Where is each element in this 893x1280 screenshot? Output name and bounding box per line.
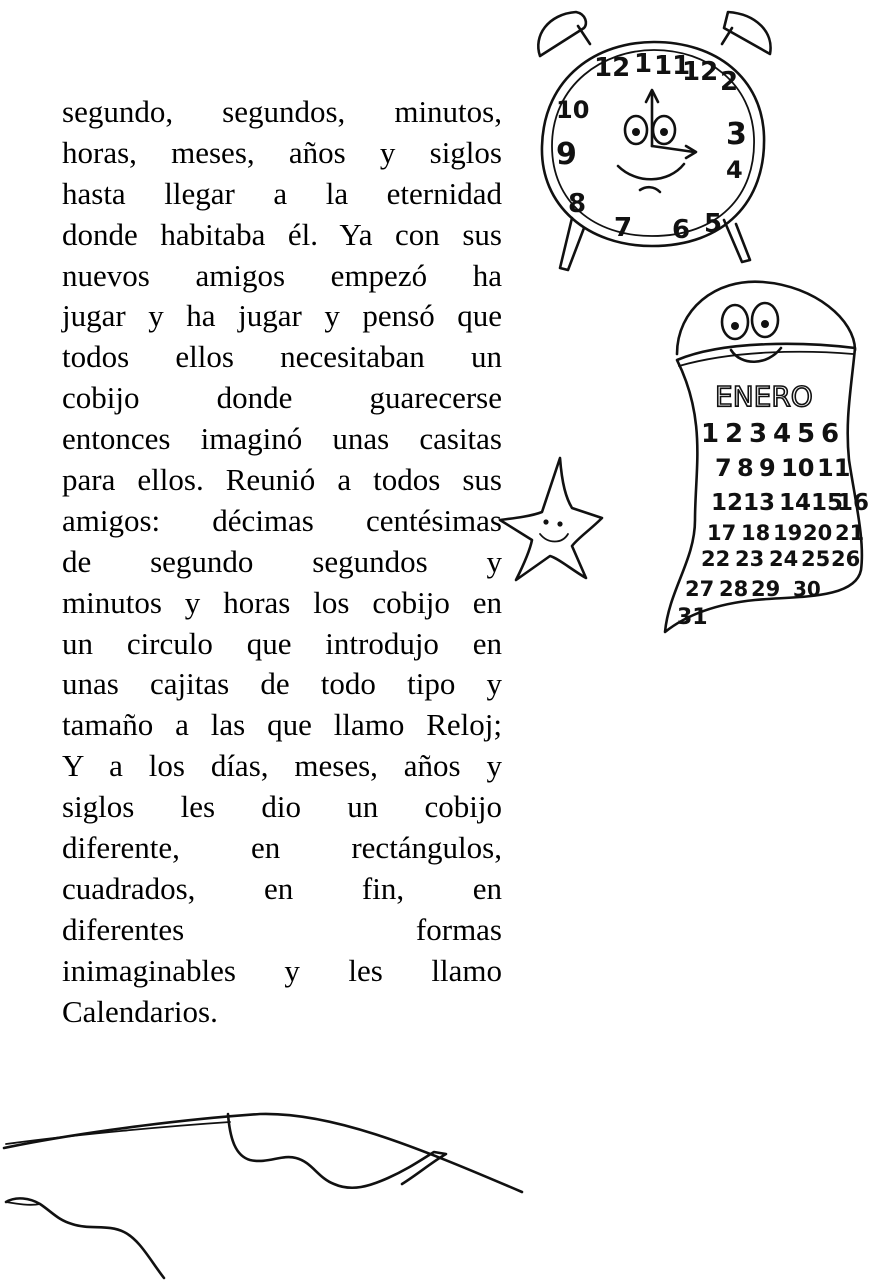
calendar-day: 8 bbox=[737, 454, 754, 482]
story-line: para ellos. Reunió a todos sus bbox=[62, 462, 502, 498]
calendar-day: 31 bbox=[677, 605, 708, 630]
calendar-day: 24 bbox=[769, 547, 799, 571]
clock-numeral: 2 bbox=[720, 67, 739, 97]
clock-numeral: 11 bbox=[654, 51, 691, 81]
calendar-day: 26 bbox=[831, 547, 861, 571]
calendar-day: 25 bbox=[801, 547, 831, 571]
alarm-clock-drawing bbox=[528, 6, 780, 276]
calendar-day: 10 bbox=[781, 454, 815, 482]
story-line: de segundo segundos y bbox=[62, 543, 502, 579]
calendar-day: 6 bbox=[821, 419, 840, 449]
landscape-drawing bbox=[0, 1100, 530, 1280]
calendar-day: 5 bbox=[797, 419, 816, 449]
calendar-day: 12 bbox=[711, 490, 744, 516]
calendar-day: 30 bbox=[793, 577, 821, 601]
story-line: tamaño a las que llamo Reloj; bbox=[62, 707, 502, 743]
story-text bbox=[62, 92, 502, 1032]
calendar-day: 21 bbox=[835, 521, 865, 545]
story-line: hasta llegar a la eternidad bbox=[62, 175, 502, 211]
calendar-day: 2 bbox=[725, 419, 744, 449]
story-line: cuadrados, en fin, en bbox=[62, 870, 502, 906]
calendar-day: 9 bbox=[759, 454, 776, 482]
clock-numeral: 3 bbox=[726, 117, 747, 152]
calendar-day: 19 bbox=[773, 521, 803, 545]
story-line: siglos les dio un cobijo bbox=[62, 789, 502, 825]
calendar-month: ENERO bbox=[715, 380, 813, 413]
story-line: donde habitaba él. Ya con sus bbox=[62, 216, 502, 252]
star-drawing bbox=[494, 454, 609, 584]
calendar-day: 11 bbox=[817, 454, 851, 482]
calendar-day: 23 bbox=[735, 547, 765, 571]
calendar-day: 13 bbox=[743, 490, 776, 516]
clock-numeral: 12 bbox=[594, 53, 631, 83]
story-line: minutos y horas los cobijo en bbox=[62, 584, 502, 620]
calendar-day: 27 bbox=[685, 577, 715, 601]
clock-numeral: 4 bbox=[726, 156, 743, 184]
calendar-day: 20 bbox=[803, 521, 833, 545]
clock-numeral: 8 bbox=[568, 189, 587, 219]
story-line: Y a los días, meses, años y bbox=[62, 748, 502, 784]
calendar-day: 1 bbox=[701, 419, 720, 449]
calendar-day: 16 bbox=[837, 490, 870, 516]
calendar-day: 7 bbox=[715, 454, 732, 482]
clock-numeral: 7 bbox=[614, 213, 633, 243]
calendar-day: 15 bbox=[811, 490, 844, 516]
story-line: entonces imaginó unas casitas bbox=[62, 421, 502, 457]
calendar-day: 17 bbox=[707, 521, 737, 545]
story-line: todos ellos necesitaban un bbox=[62, 339, 502, 375]
clock-numeral: 12 bbox=[682, 57, 719, 87]
story-line: un circulo que introdujo en bbox=[62, 625, 502, 661]
calendar-day: 28 bbox=[719, 577, 749, 601]
story-line: unas cajitas de todo tipo y bbox=[62, 666, 502, 702]
story-line: inimaginables y les llamo bbox=[62, 952, 502, 988]
clock-numeral: 6 bbox=[672, 215, 691, 245]
story-line: nuevos amigos empezó ha bbox=[62, 257, 502, 293]
clock-numeral: 5 bbox=[704, 209, 723, 239]
calendar-day: 3 bbox=[749, 419, 768, 449]
story-line: segundo, segundos, minutos, bbox=[62, 94, 502, 129]
story-line: diferente, en rectángulos, bbox=[62, 830, 502, 866]
calendar-day: 14 bbox=[779, 490, 812, 516]
story-line: cobijo donde guarecerse bbox=[62, 380, 502, 416]
story-line: jugar y ha jugar y pensó que bbox=[62, 298, 502, 334]
clock-numeral: 10 bbox=[556, 96, 590, 124]
calendar-drawing bbox=[655, 270, 870, 645]
calendar-day: 4 bbox=[773, 419, 792, 449]
story-line: horas, meses, años y siglos bbox=[62, 134, 502, 170]
story-line: amigos: décimas centésimas bbox=[62, 502, 502, 538]
calendar-day: 22 bbox=[701, 547, 731, 571]
story-line: diferentes formas bbox=[62, 911, 502, 947]
clock-numeral: 1 bbox=[634, 49, 653, 79]
calendar-day: 18 bbox=[741, 521, 771, 545]
story-line: Calendarios. bbox=[62, 993, 218, 1029]
calendar-day: 29 bbox=[751, 577, 781, 601]
clock-numeral: 9 bbox=[556, 137, 577, 172]
